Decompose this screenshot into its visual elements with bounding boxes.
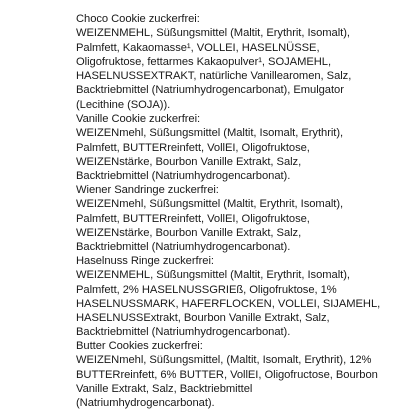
section-title: Butter Cookies zuckerfrei: xyxy=(76,340,203,352)
ingredient-line: WEIZENstärke, Bourbon Vanille Extrakt, Salz, xyxy=(76,226,302,239)
ingredient-line: WEIZENMEHL, Süßungsmittel (Maltit, Erythrit, Isomalt), xyxy=(76,269,350,282)
ingredient-line: Backtriebmittel (Natriumhydrogencarbonat). xyxy=(76,326,291,339)
ingredient-line: BUTTERreinfett, 6% BUTTER, VollEI, Oligofructose, Bourbon xyxy=(76,368,378,381)
ingredient-line: Palmfett, Kakaomasse¹, VOLLEI, HASELNÜSSE, xyxy=(76,41,320,54)
section-vanille-cookie xyxy=(76,112,392,183)
section-title: Haselnuss Ringe zuckerfrei: xyxy=(76,255,214,267)
ingredient-line: Oligofruktose, fettarmes Kakaopulver¹, SOJAMEHL, xyxy=(76,55,332,68)
ingredient-line: WEIZENmehl, Süßungsmittel (Maltit, Isomalt, Erythrit), xyxy=(76,127,344,140)
section-title: Wiener Sandringe zuckerfrei: xyxy=(76,184,219,196)
ingredient-line: WEIZENmehl, Süßungsmittel, (Maltit, Isomalt, Erythrit), 12% xyxy=(76,354,372,367)
section-choco-cookie xyxy=(76,12,392,112)
ingredient-line: HASELNUSSExtrakt, Bourbon Vanille Extrakt, Salz, xyxy=(76,312,330,325)
section-title: Choco Cookie zuckerfrei: xyxy=(76,13,200,25)
ingredient-line: Backtriebmittel (Natriumhydrogencarbonat). xyxy=(76,170,291,183)
ingredient-line: WEIZENmehl, Süßungsmittel (Maltit, Erythrit, Isomalt), xyxy=(76,198,344,211)
ingredient-line: WEIZENstärke, Bourbon Vanille Extrakt, Salz, xyxy=(76,155,302,168)
ingredient-line: Palmfett, 2% HASELNUSSGRIEß, Oligofruktose, 1% xyxy=(76,283,337,296)
section-butter-cookies xyxy=(76,339,392,410)
ingredient-line: Backtriebmittel (Natriumhydrogencarbonat), Emulgator xyxy=(76,84,344,97)
ingredient-line: Palmfett, BUTTERreinfett, VollEI, Oligofruktose, xyxy=(76,212,310,225)
section-wiener-sandringe xyxy=(76,183,392,254)
ingredient-line: Palmfett, BUTTERreinfett, VollEI, Oligofruktose, xyxy=(76,141,310,154)
ingredient-line: (Natriumhydrogencarbonat). xyxy=(76,397,215,410)
ingredient-line: HASELNUSSMARK, HAFERFLOCKEN, VOLLEI, SIJAMEHL, xyxy=(76,297,381,310)
ingredient-line: Backtriebmittel (Natriumhydrogencarbonat). xyxy=(76,241,291,254)
ingredient-line: WEIZENMEHL, Süßungsmittel (Maltit, Erythrit, Isomalt), xyxy=(76,27,350,40)
ingredient-line: Vanille Extrakt, Salz, Backtriebmittel xyxy=(76,382,253,395)
ingredient-line: (Lecithine (SOJA)). xyxy=(76,98,171,111)
ingredient-line: HASELNUSSEXTRAKT, natürliche Vanillearomen, Salz, xyxy=(76,70,352,83)
section-haselnuss-ringe xyxy=(76,254,392,340)
section-title: Vanille Cookie zuckerfrei: xyxy=(76,113,201,125)
